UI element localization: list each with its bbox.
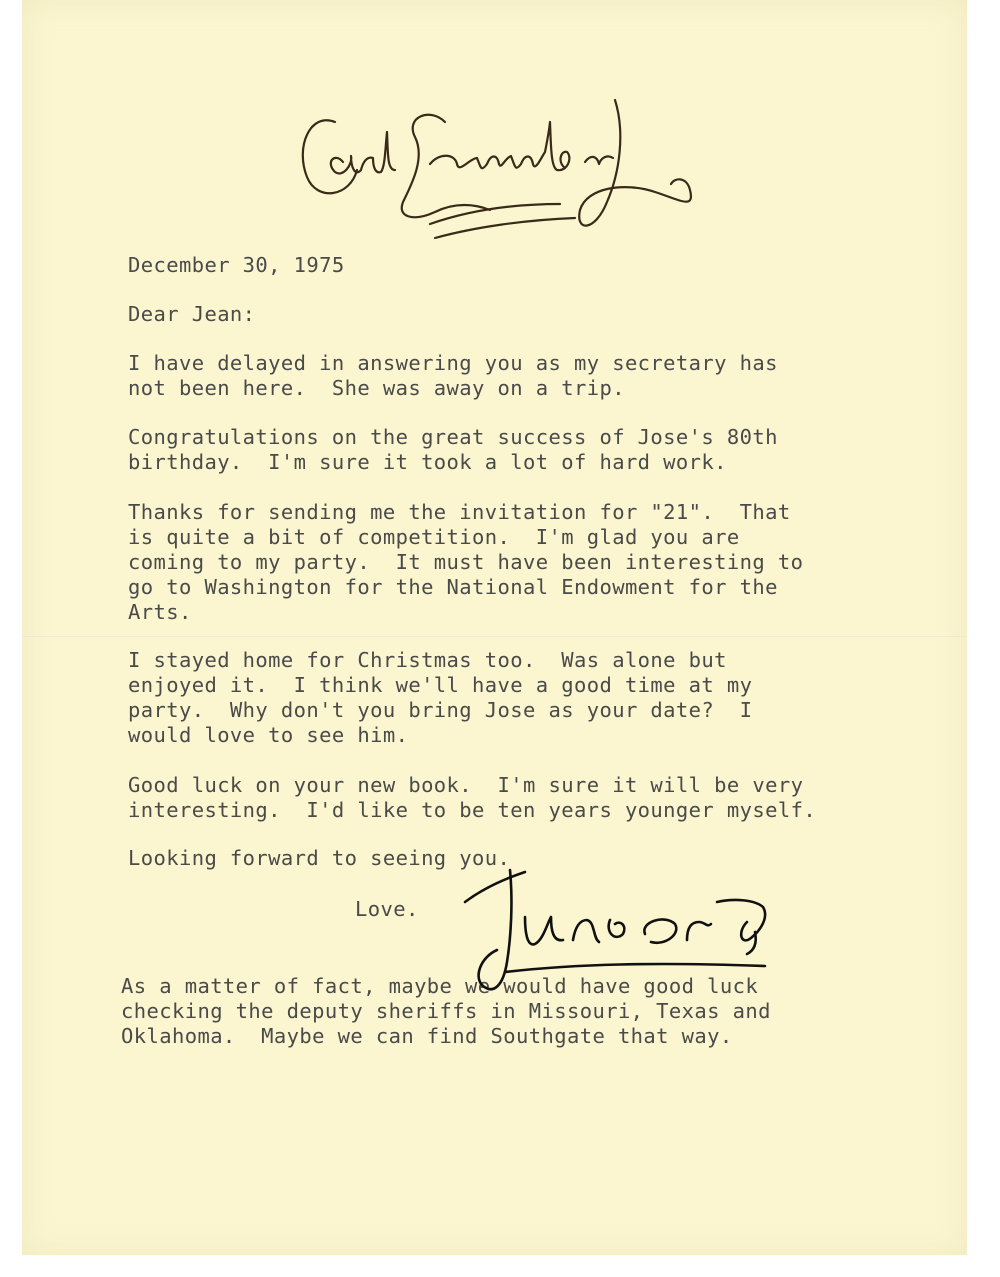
letter-paragraph: Thanks for sending me the invitation for "21". That is quite a bit of competition. I'm glad you are coming to my party. It must have been interesting to go to Washington for the National Endowment for the Arts. (128, 500, 804, 624)
letterhead-monogram (295, 92, 715, 252)
letter-closing-line: Looking forward to seeing you. (128, 846, 511, 870)
handwritten-signature (455, 862, 785, 1002)
letter-paragraph: Good luck on your new book. I'm sure it will be very interesting. I'd like to be ten years younger myself. (128, 773, 817, 822)
letter-salutation: Dear Jean: (128, 302, 256, 326)
paper-fold-crease (22, 636, 967, 638)
letter-date: December 30, 1975 (128, 253, 345, 277)
letter-paragraph: Congratulations on the great success of Jose's 80th birthday. I'm sure it took a lot of hard work. (128, 425, 778, 474)
letter-sign-off: Love. (355, 897, 419, 921)
letter-postscript: As a matter of fact, maybe we would have good luck checking the deputy sheriffs in Missouri, Texas and Oklahoma. Maybe we can find Southgate that way. (121, 974, 771, 1048)
letter-paragraph: I have delayed in answering you as my secretary has not been here. She was away on a trip. (128, 351, 778, 400)
letter-paragraph: I stayed home for Christmas too. Was alone but enjoyed it. I think we'll have a good time at my party. Why don't you bring Jose as your date? I would love to see him. (128, 648, 753, 747)
